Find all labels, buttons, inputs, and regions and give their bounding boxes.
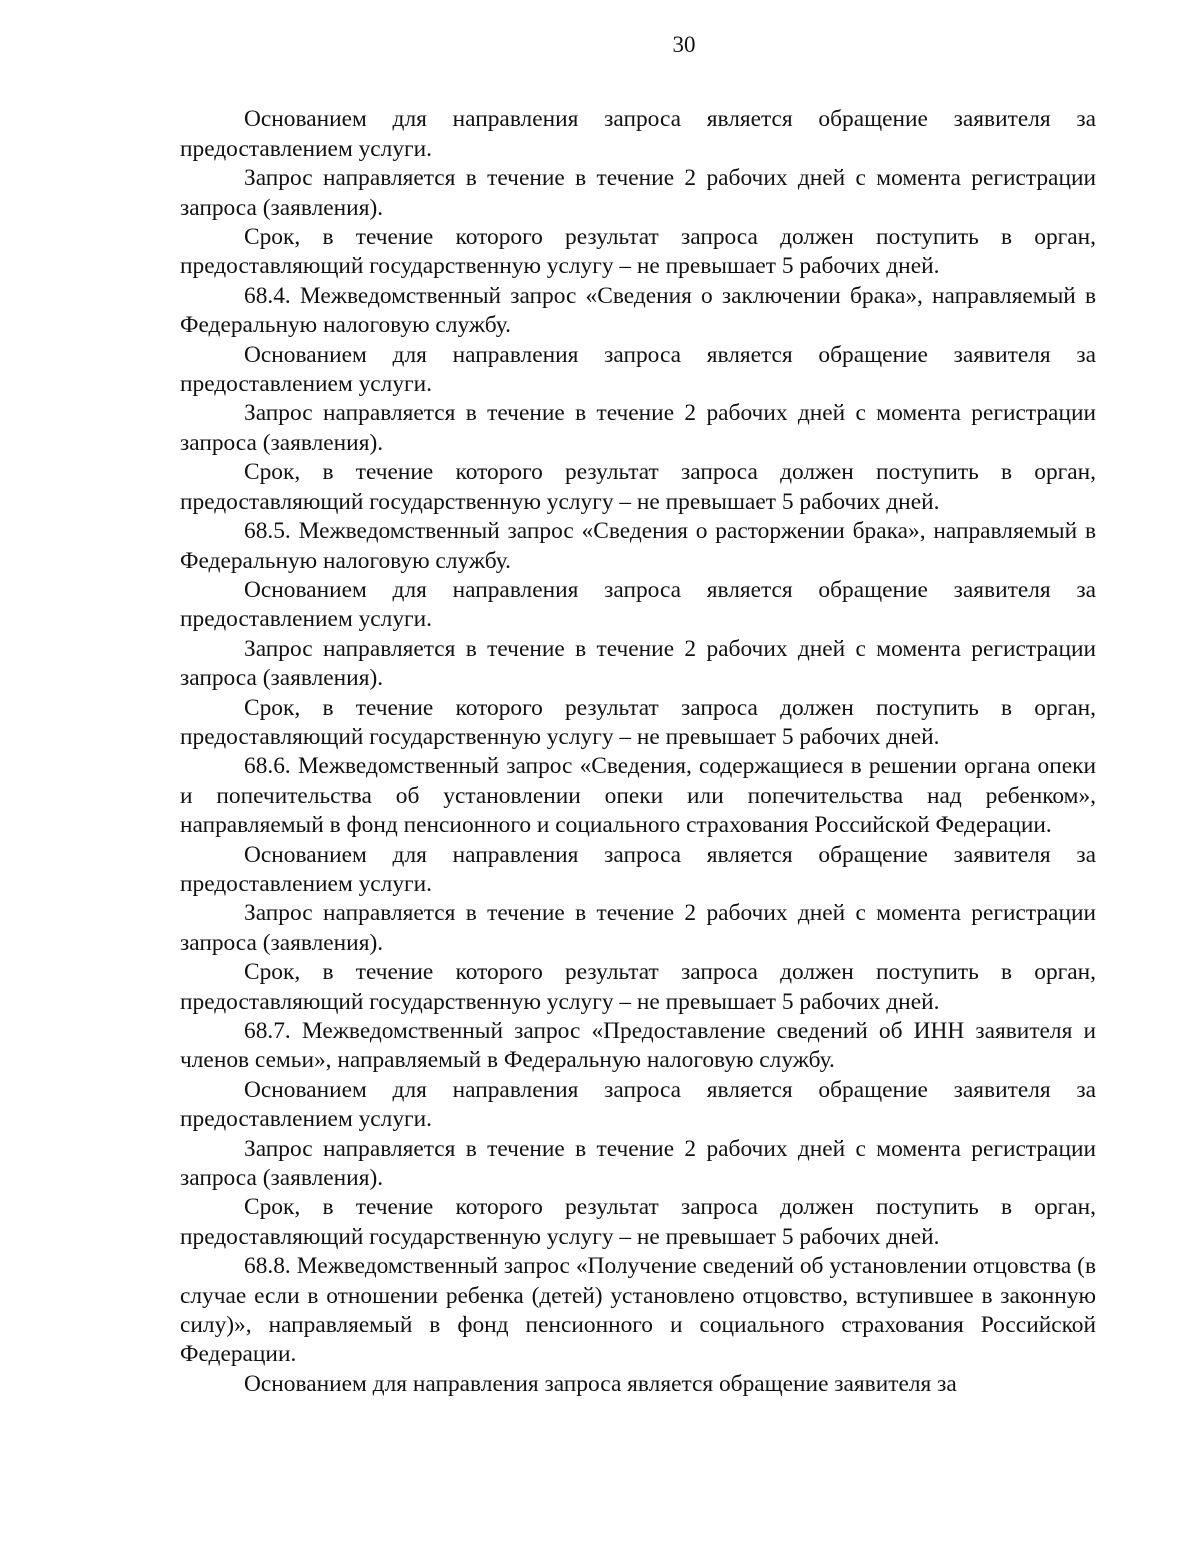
paragraph-item-68-8: 68.8. Межведомственный запрос «Получение сведений об установлении отцовства (в случае если в отношении ребенка (детей) установлено отцовство, вступившее в законную силу)», направляемый в фонд пенсионного и социального страхования Российской Федерации.	[180, 1253, 1096, 1368]
paragraph-result-deadline: Срок, в течение которого результат запроса должен поступить в орган, предоставляющий государственную услугу – не превышает 5 рабочих дней.	[180, 459, 1096, 515]
paragraph-request-timing: Запрос направляется в течение в течение 2 рабочих дней с момента регистрации запроса (заявления).	[180, 165, 1096, 221]
paragraph-basis: Основанием для направления запроса является обращение заявителя за предоставлением услуги.	[180, 576, 1096, 633]
paragraph-result-deadline: Срок, в течение которого результат запроса должен поступить в орган, предоставляющий государственную услугу – не превышает 5 рабочих дней.	[180, 959, 1096, 1015]
paragraph-item-68-4: 68.4. Межведомственный запрос «Сведения о заключении брака», направляемый в Федеральную налоговую службу.	[180, 282, 1096, 339]
paragraph-result-deadline: Срок, в течение которого результат запроса должен поступить в орган, предоставляющий государственную услугу – не превышает 5 рабочих дней.	[180, 224, 1096, 280]
document-body	[180, 105, 1096, 1399]
paragraph-request-timing: Запрос направляется в течение в течение 2 рабочих дней с момента регистрации запроса (заявления).	[180, 900, 1096, 956]
paragraph-basis: Основанием для направления запроса является обращение заявителя за предоставлением услуги.	[180, 341, 1096, 398]
paragraph-basis: Основанием для направления запроса является обращение заявителя за предоставлением услуги.	[180, 106, 1096, 162]
paragraph-request-timing: Запрос направляется в течение в течение 2 рабочих дней с момента регистрации запроса (заявления).	[180, 1135, 1096, 1192]
paragraph-request-timing: Запрос направляется в течение в течение 2 рабочих дней с момента регистрации запроса (заявления).	[180, 635, 1096, 692]
paragraph-item-68-5: 68.5. Межведомственный запрос «Сведения о расторжении брака», направляемый в Федеральную налоговую службу.	[180, 518, 1096, 574]
paragraph-request-timing: Запрос направляется в течение в течение 2 рабочих дней с момента регистрации запроса (заявления).	[180, 400, 1096, 456]
paragraph-item-68-7: 68.7. Межведомственный запрос «Предоставление сведений об ИНН заявителя и членов семьи», направляемый в Федеральную налоговую службу.	[180, 1018, 1096, 1074]
paragraph-result-deadline: Срок, в течение которого результат запроса должен поступить в орган, предоставляющий государственную услугу – не превышает 5 рабочих дней.	[180, 694, 1096, 750]
page-number: 30	[672, 32, 696, 57]
paragraph-result-deadline: Срок, в течение которого результат запроса должен поступить в орган, предоставляющий государственную услугу – не превышает 5 рабочих дней.	[180, 1194, 1096, 1250]
paragraph-basis: Основанием для направления запроса является обращение заявителя за предоставлением услуги.	[180, 1076, 1096, 1133]
paragraph-item-68-6: 68.6. Межведомственный запрос «Сведения, содержащиеся в решении органа опеки и попечительства об установлении опеки или попечительства над ребенком», направляемый в фонд пенсионного и социального страхования Российской Федерации.	[180, 753, 1096, 839]
paragraph-basis-continued: Основанием для направления запроса является обращение заявителя за	[244, 1370, 957, 1397]
paragraph-basis: Основанием для направления запроса является обращение заявителя за предоставлением услуги.	[180, 841, 1096, 897]
